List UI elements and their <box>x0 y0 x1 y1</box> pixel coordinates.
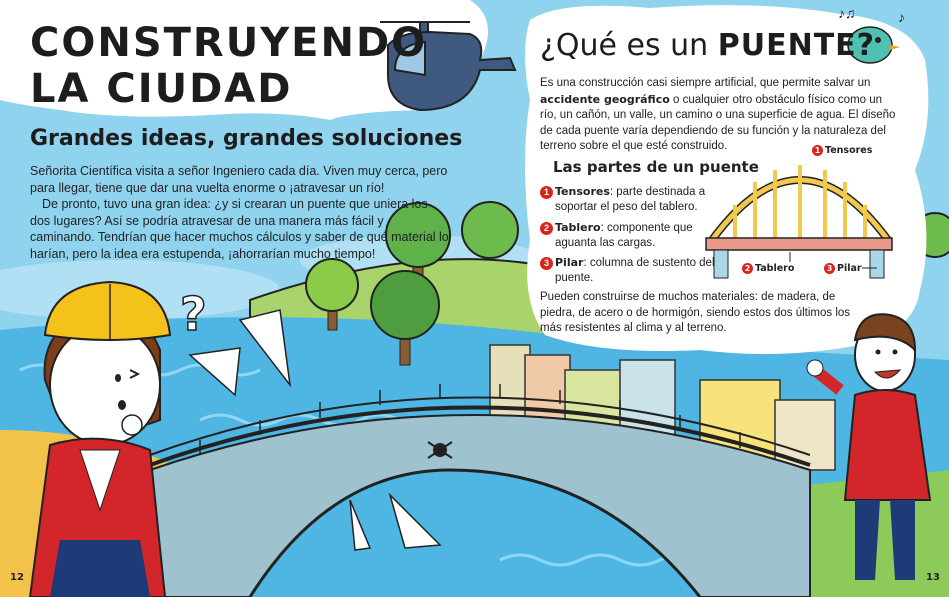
diagram-label-pilar <box>824 263 862 274</box>
section-subtitle: Grandes ideas, grandes soluciones <box>30 126 463 151</box>
part-number-badge: 1 <box>540 186 553 199</box>
bridge-heading-word: PUENTE? <box>717 28 876 63</box>
list-item <box>540 255 720 286</box>
story-paragraph-1: Señorita Científica visita a señor Ingeniero cada día. Viven muy cerca, pero para llegar, tiene que dar una vuelta enorme o ¡atravesar un río! <box>30 164 448 195</box>
page-number-left: 12 <box>10 572 24 583</box>
part-number-badge: 1 <box>812 145 823 156</box>
diagram-label-text: Tensores <box>825 145 873 156</box>
bridge-definition <box>540 76 900 155</box>
music-note-icon: ♪♫ <box>838 5 856 21</box>
diagram-label-text: Tablero <box>755 263 795 274</box>
diagram-label-tensores <box>812 145 872 156</box>
part-number-badge: 3 <box>824 263 835 274</box>
bridge-heading-prefix: ¿Qué es un <box>540 28 709 63</box>
part-term: Pilar <box>555 256 584 269</box>
part-description: : componente que aguanta las cargas. <box>555 222 693 249</box>
page-title <box>30 20 427 112</box>
definition-text-start: Es una construcción casi siempre artificial, que permite salvar un <box>540 77 871 89</box>
materials-text: Pueden construirse de muchos materiales: de madera, de piedra, de acero o de hormigón, siendo estos dos últimos los más resistentes al clima y al terreno. <box>540 291 851 334</box>
part-term: Tensores <box>555 185 610 198</box>
title-line-2: LA CIUDAD <box>30 66 293 112</box>
definition-highlight: accidente geográfico <box>540 92 670 106</box>
question-mark-icon: ? <box>180 287 207 341</box>
definition-text-end: o cualquier otro obstáculo físico como un río, un cañón, un valle, un camino o una superficie de agua. El diseño de cada puente varía dependiendo de su función y la naturaleza del terreno sobre el que esté construido. <box>540 93 896 152</box>
part-term: Tablero <box>555 221 601 234</box>
diagram-label-text: Pilar <box>837 263 862 274</box>
part-number-badge: 2 <box>742 263 753 274</box>
music-note-icon: ♪ <box>898 9 905 25</box>
list-item <box>540 184 720 215</box>
part-description: : columna de sustento del puente. <box>555 257 715 284</box>
page-number-right: 13 <box>926 572 940 583</box>
part-description: : parte destinada a soportar el peso del tablero. <box>555 186 706 213</box>
bridge-parts-title: Las partes de un puente <box>553 158 759 176</box>
title-line-1: CONSTRUYENDO <box>30 20 428 66</box>
part-number-badge: 3 <box>540 257 553 270</box>
story-paragraph-2: De pronto, tuvo una gran idea: ¿y si crearan un puente que uniera los dos lugares? Así se podría atravesar de una manera más fácil y caminando. Tendrían que hacer muchos cálculos y saber de qué material lo harían, pero la idea era estupenda, ¡ahorrarían mucho tiempo! <box>30 197 449 261</box>
list-item <box>540 220 720 251</box>
diagram-label-tablero <box>742 263 794 274</box>
story-text <box>30 163 450 262</box>
part-number-badge: 2 <box>540 222 553 235</box>
bridge-heading <box>540 28 875 63</box>
